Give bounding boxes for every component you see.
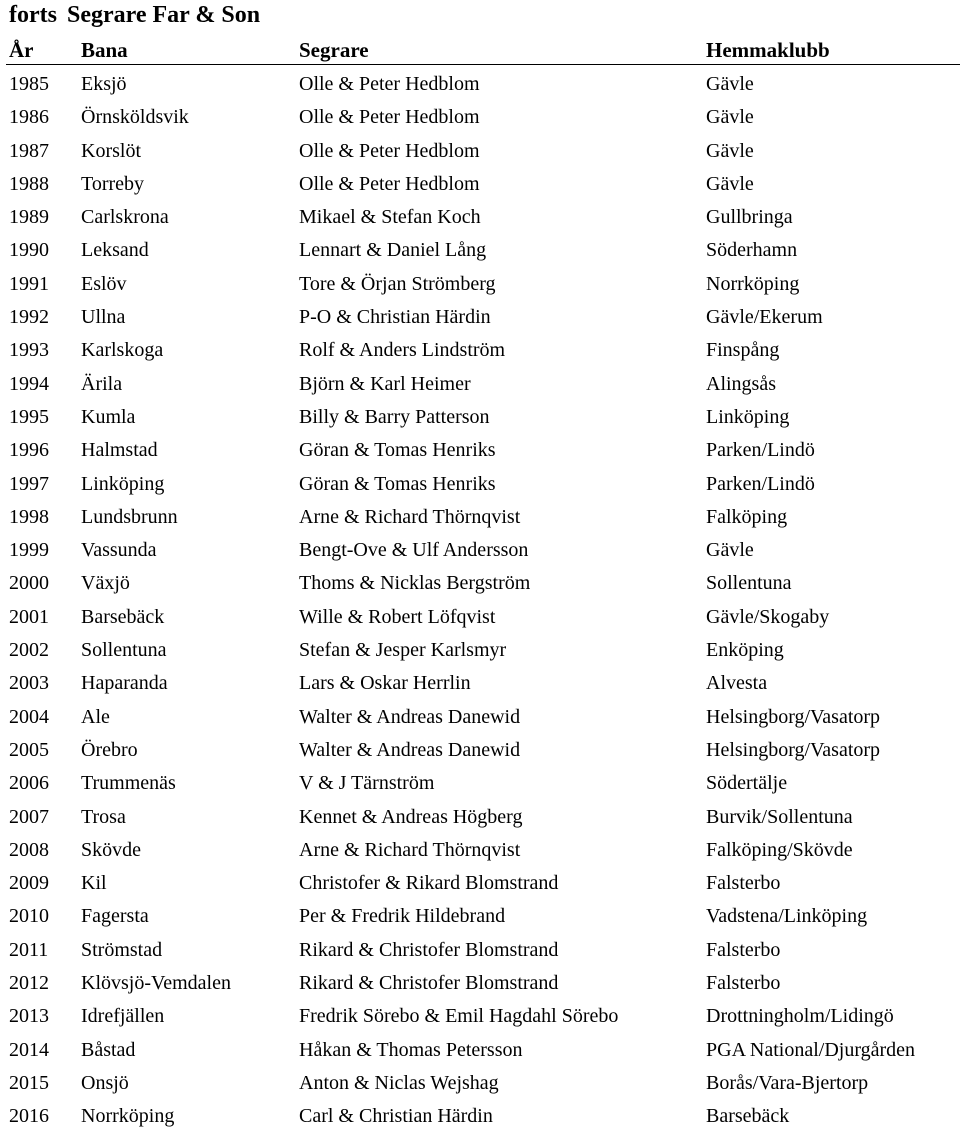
cell-bana: Ullna (81, 306, 126, 329)
cell-hemmaklubb: Enköping (706, 639, 784, 662)
cell-segrare: Thoms & Nicklas Bergström (299, 572, 531, 595)
cell-year: 2005 (9, 738, 49, 761)
table-row (0, 1000, 960, 1033)
cell-bana: Fagersta (81, 905, 149, 928)
cell-year: 1997 (9, 472, 49, 495)
table-row (0, 234, 960, 267)
page-title (9, 0, 270, 30)
cell-year: 1990 (9, 239, 49, 262)
cell-segrare: Carl & Christian Härdin (299, 1105, 493, 1128)
cell-segrare: Lars & Oskar Herrlin (299, 672, 471, 695)
cell-hemmaklubb: Södertälje (706, 772, 788, 795)
cell-hemmaklubb: Burvik/Sollentuna (706, 805, 853, 828)
cell-year: 2016 (9, 1105, 49, 1128)
cell-bana: Idrefjällen (81, 1005, 165, 1028)
cell-year: 2008 (9, 838, 49, 861)
column-header-segrare: Segrare (299, 38, 369, 62)
cell-segrare: Rolf & Anders Lindström (299, 339, 506, 362)
cell-year: 2007 (9, 805, 49, 828)
cell-bana: Norrköping (81, 1105, 175, 1128)
title-prefix: forts (9, 2, 57, 28)
cell-bana: Ale (81, 705, 110, 728)
cell-bana: Carlskrona (81, 206, 169, 229)
table-row (0, 767, 960, 800)
cell-year: 1988 (9, 172, 49, 195)
table-row (0, 501, 960, 534)
cell-hemmaklubb: Alingsås (706, 372, 776, 395)
table-row (0, 434, 960, 467)
cell-bana: Växjö (81, 572, 130, 595)
cell-year: 2004 (9, 705, 49, 728)
cell-segrare: Christofer & Rikard Blomstrand (299, 872, 559, 895)
cell-hemmaklubb: Finspång (706, 339, 780, 362)
cell-hemmaklubb: Falköping/Skövde (706, 838, 853, 861)
cell-hemmaklubb: Helsingborg/Vasatorp (706, 705, 881, 728)
cell-year: 1996 (9, 439, 49, 462)
cell-hemmaklubb: Falsterbo (706, 872, 781, 895)
cell-bana: Trummenäs (81, 772, 176, 795)
cell-hemmaklubb: Gävle (706, 172, 754, 195)
cell-segrare: Olle & Peter Hedblom (299, 139, 480, 162)
table-row (0, 334, 960, 367)
cell-bana: Trosa (81, 805, 126, 828)
table-row (0, 734, 960, 767)
cell-segrare: Olle & Peter Hedblom (299, 106, 480, 129)
cell-segrare: Per & Fredrik Hildebrand (299, 905, 506, 928)
table-row (0, 101, 960, 134)
cell-hemmaklubb: Linköping (706, 405, 790, 428)
cell-bana: Strömstad (81, 938, 163, 961)
cell-year: 2001 (9, 605, 49, 628)
table-row (0, 201, 960, 234)
table-body (0, 68, 960, 1134)
cell-hemmaklubb: Falköping (706, 505, 788, 528)
cell-year: 1991 (9, 272, 49, 295)
cell-segrare: Arne & Richard Thörnqvist (299, 505, 521, 528)
cell-year: 1986 (9, 106, 49, 129)
cell-bana: Eslöv (81, 272, 127, 295)
cell-hemmaklubb: Helsingborg/Vasatorp (706, 738, 881, 761)
table-row (0, 667, 960, 700)
cell-segrare: Lennart & Daniel Lång (299, 239, 487, 262)
title-main: Segrare Far & Son (66, 2, 261, 28)
cell-bana: Haparanda (81, 672, 168, 695)
cell-year: 2011 (9, 938, 49, 961)
cell-hemmaklubb: Parken/Lindö (706, 439, 815, 462)
table-row (0, 135, 960, 168)
cell-hemmaklubb: Gävle (706, 106, 754, 129)
cell-segrare: Mikael & Stefan Koch (299, 206, 481, 229)
cell-hemmaklubb: Borås/Vara-Bjertorp (706, 1071, 869, 1094)
cell-bana: Skövde (81, 838, 141, 861)
cell-year: 1992 (9, 306, 49, 329)
table-row (0, 1067, 960, 1100)
cell-segrare: Stefan & Jesper Karlsmyr (299, 639, 507, 662)
table-row (0, 268, 960, 301)
table-row (0, 1034, 960, 1067)
cell-segrare: Walter & Andreas Danewid (299, 705, 521, 728)
table-row (0, 168, 960, 201)
cell-bana: Örebro (81, 738, 138, 761)
cell-bana: Kil (81, 872, 107, 895)
cell-year: 1989 (9, 206, 49, 229)
cell-bana: Lundsbrunn (81, 505, 178, 528)
cell-segrare: P-O & Christian Härdin (299, 306, 491, 329)
table-row (0, 401, 960, 434)
cell-bana: Eksjö (81, 73, 127, 95)
table-row (0, 701, 960, 734)
cell-bana: Vassunda (81, 539, 157, 562)
cell-segrare: Bengt-Ove & Ulf Andersson (299, 539, 529, 562)
cell-year: 1993 (9, 339, 49, 362)
cell-hemmaklubb: Gävle (706, 139, 754, 162)
cell-segrare: Billy & Barry Patterson (299, 405, 490, 428)
cell-bana: Ärila (81, 372, 123, 395)
cell-bana: Kumla (81, 405, 136, 428)
cell-hemmaklubb: Falsterbo (706, 972, 781, 995)
cell-segrare: Rikard & Christofer Blomstrand (299, 938, 559, 961)
cell-bana: Örnsköldsvik (81, 106, 189, 129)
table-row (0, 534, 960, 567)
cell-bana: Karlskoga (81, 339, 164, 362)
cell-hemmaklubb: Söderhamn (706, 239, 798, 262)
cell-segrare: Rikard & Christofer Blomstrand (299, 972, 559, 995)
cell-segrare: Kennet & Andreas Högberg (299, 805, 523, 828)
table-row (0, 301, 960, 334)
cell-hemmaklubb: Falsterbo (706, 938, 781, 961)
cell-year: 2015 (9, 1071, 49, 1094)
column-header-bana: Bana (81, 38, 128, 62)
cell-year: 2010 (9, 905, 49, 928)
cell-year: 1998 (9, 505, 49, 528)
cell-hemmaklubb: Norrköping (706, 272, 800, 295)
cell-hemmaklubb: Vadstena/Linköping (706, 905, 868, 928)
cell-segrare: Anton & Niclas Wejshag (299, 1071, 499, 1094)
cell-hemmaklubb: Parken/Lindö (706, 472, 815, 495)
table-row (0, 468, 960, 501)
table-row (0, 867, 960, 900)
table-row (0, 834, 960, 867)
cell-bana: Klövsjö-Vemdalen (81, 972, 231, 995)
table-row (0, 368, 960, 401)
cell-segrare: Olle & Peter Hedblom (299, 73, 480, 95)
cell-hemmaklubb: PGA National/Djurgården (706, 1038, 916, 1061)
cell-hemmaklubb: Gävle/Skogaby (706, 605, 830, 628)
table-row (0, 801, 960, 834)
cell-year: 1987 (9, 139, 49, 162)
cell-hemmaklubb: Gävle (706, 539, 754, 562)
header-divider (6, 64, 960, 65)
cell-segrare: Arne & Richard Thörnqvist (299, 838, 521, 861)
cell-hemmaklubb: Drottningholm/Lidingö (706, 1005, 894, 1028)
cell-bana: Leksand (81, 239, 149, 262)
cell-bana: Linköping (81, 472, 165, 495)
cell-year: 2003 (9, 672, 49, 695)
cell-year: 1994 (9, 372, 49, 395)
cell-year: 2000 (9, 572, 49, 595)
cell-bana: Onsjö (81, 1071, 129, 1094)
cell-bana: Torreby (81, 172, 145, 195)
column-header-hemmaklubb: Hemmaklubb (706, 38, 830, 62)
cell-year: 2014 (9, 1038, 49, 1061)
cell-segrare: Walter & Andreas Danewid (299, 738, 521, 761)
cell-year: 2009 (9, 872, 49, 895)
table-row (0, 967, 960, 1000)
table-row (0, 567, 960, 600)
cell-segrare: Fredrik Sörebo & Emil Hagdahl Sörebo (299, 1005, 619, 1028)
cell-segrare: Björn & Karl Heimer (299, 372, 471, 395)
cell-year: 2012 (9, 972, 49, 995)
cell-bana: Korslöt (81, 139, 141, 162)
cell-bana: Halmstad (81, 439, 158, 462)
table-header (0, 35, 960, 65)
cell-segrare: Wille & Robert Löfqvist (299, 605, 496, 628)
cell-year: 1995 (9, 405, 49, 428)
cell-year: 2002 (9, 639, 49, 662)
cell-year: 1985 (9, 73, 49, 95)
table-row (0, 934, 960, 967)
cell-hemmaklubb: Alvesta (706, 672, 768, 695)
cell-bana: Sollentuna (81, 639, 167, 662)
cell-segrare: Göran & Tomas Henriks (299, 472, 496, 495)
cell-hemmaklubb: Gullbringa (706, 206, 793, 229)
cell-bana: Båstad (81, 1038, 136, 1061)
cell-segrare: Håkan & Thomas Petersson (299, 1038, 523, 1061)
cell-year: 1999 (9, 539, 49, 562)
table-row (0, 601, 960, 634)
cell-bana: Barsebäck (81, 605, 165, 628)
table-row (0, 634, 960, 667)
cell-hemmaklubb: Sollentuna (706, 572, 792, 595)
cell-hemmaklubb: Gävle (706, 73, 754, 95)
cell-segrare: Tore & Örjan Strömberg (299, 272, 496, 295)
table-row (0, 68, 960, 101)
cell-segrare: V & J Tärnström (299, 772, 435, 795)
cell-segrare: Olle & Peter Hedblom (299, 172, 480, 195)
table-row (0, 1100, 960, 1133)
cell-hemmaklubb: Gävle/Ekerum (706, 306, 823, 329)
cell-year: 2006 (9, 772, 49, 795)
table-row (0, 900, 960, 933)
cell-segrare: Göran & Tomas Henriks (299, 439, 496, 462)
column-header-year: År (9, 38, 34, 62)
cell-hemmaklubb: Barsebäck (706, 1105, 790, 1128)
cell-year: 2013 (9, 1005, 49, 1028)
